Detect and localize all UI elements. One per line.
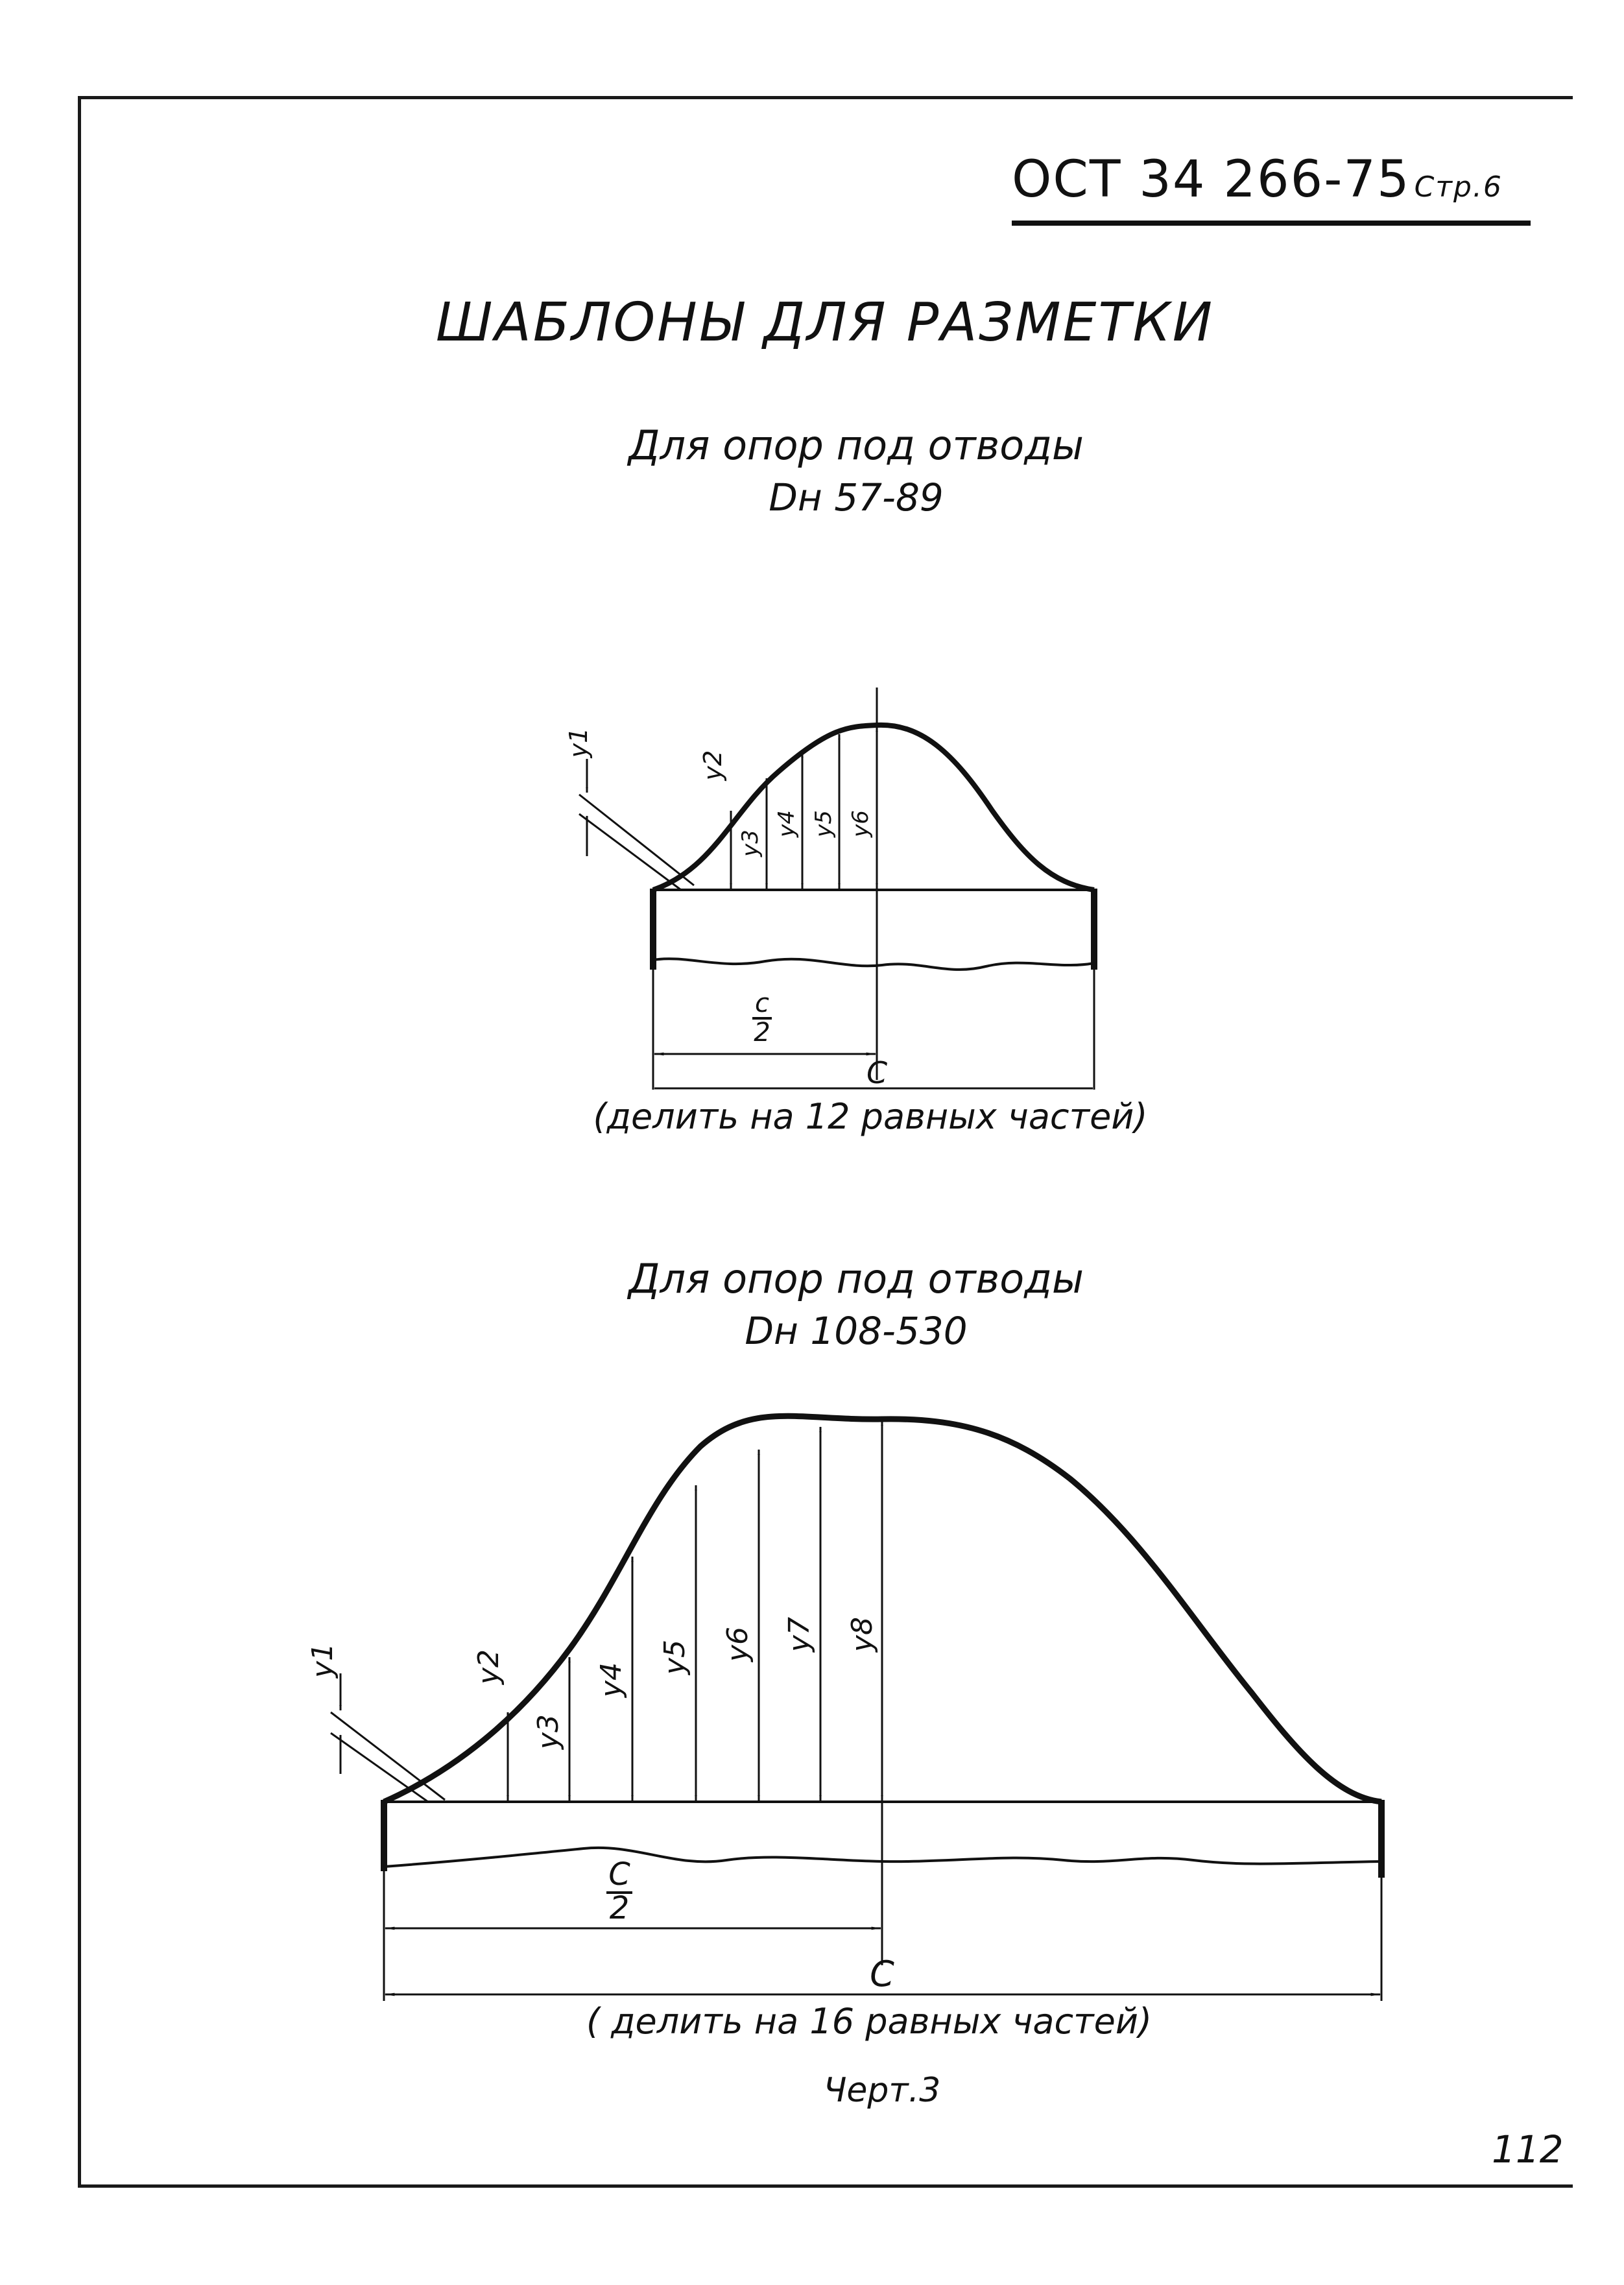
small-label-y6: y6 bbox=[848, 810, 874, 837]
small-template-caption-line1: Для опор под отводы bbox=[628, 422, 1084, 469]
large-label-y6: y6 bbox=[721, 1626, 754, 1662]
large-label-y5: y5 bbox=[658, 1639, 691, 1675]
small-division-note: (делить на 12 равных частей) bbox=[593, 1096, 1148, 1137]
small-half-label-denominator: 2 bbox=[754, 1018, 770, 1047]
large-label-y1: y1 bbox=[306, 1642, 339, 1679]
small-template-curve bbox=[653, 725, 1094, 890]
large-template-caption-line2: Dн 108-530 bbox=[745, 1309, 968, 1353]
small-y1-leader-b bbox=[579, 814, 681, 890]
large-label-y3: y3 bbox=[532, 1714, 565, 1750]
large-y1-leader-a bbox=[331, 1712, 445, 1800]
small-label-y2: y2 bbox=[699, 750, 727, 781]
small-label-y4: y4 bbox=[774, 810, 800, 837]
large-template-caption-line1: Для опор под отводы bbox=[628, 1255, 1084, 1302]
small-template-caption-line2: Dн 57-89 bbox=[769, 475, 944, 520]
page-number: 112 bbox=[1492, 2127, 1564, 2171]
small-y1-leader-a bbox=[579, 795, 694, 885]
large-half-label-denominator: 2 bbox=[609, 1890, 630, 1926]
figure-label: Черт.3 bbox=[823, 2071, 941, 2110]
large-y1-leader-b bbox=[331, 1733, 428, 1802]
page-title: ШАБЛОНЫ ДЛЯ РАЗМЕТКИ bbox=[435, 292, 1215, 353]
large-label-y8: y8 bbox=[846, 1616, 879, 1653]
small-strip-break-line bbox=[653, 959, 1094, 970]
small-full-label: C bbox=[866, 1055, 888, 1090]
large-full-label: C bbox=[870, 1954, 894, 1994]
document-code-text: ОСТ 34 266-75 bbox=[1012, 150, 1411, 209]
large-division-note: ( делить на 16 равных частей) bbox=[586, 2001, 1152, 2042]
large-label-y2: y2 bbox=[472, 1649, 505, 1685]
small-half-label-numerator: c bbox=[755, 988, 769, 1018]
small-template-drawing bbox=[579, 688, 1094, 1090]
small-label-y1: y1 bbox=[564, 727, 593, 758]
page-label: Стр.6 bbox=[1414, 171, 1503, 204]
large-half-label-numerator: C bbox=[608, 1856, 630, 1893]
small-label-y5: y5 bbox=[811, 810, 837, 837]
large-label-y4: y4 bbox=[595, 1662, 628, 1698]
small-label-y3: y3 bbox=[737, 830, 763, 857]
large-template-drawing bbox=[331, 1416, 1381, 2001]
large-label-y7: y7 bbox=[783, 1616, 816, 1653]
